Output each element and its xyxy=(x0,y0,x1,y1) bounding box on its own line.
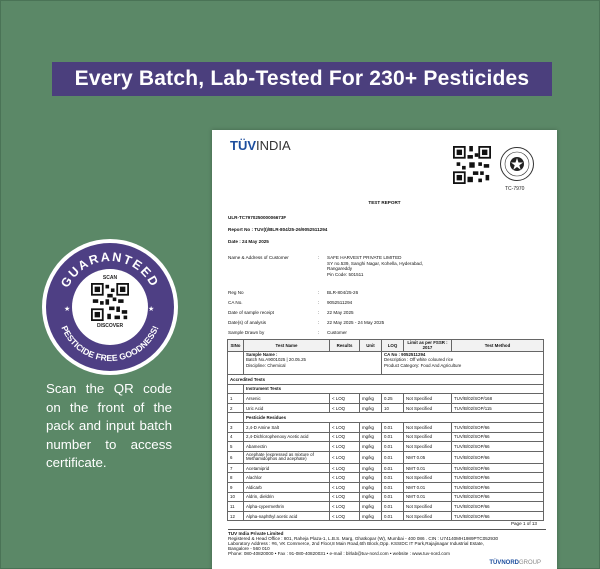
tuv-india-logo: TÜVINDIA xyxy=(230,138,291,153)
column-header: Limit as per FSSR : 2017 xyxy=(404,340,452,352)
field-value: BLR-804/25-26 xyxy=(327,290,359,295)
results-table xyxy=(227,339,544,521)
column-header: SINo xyxy=(228,340,244,352)
table-row: 11 Alpha-cypermethrin < LOQ mg/kg 0.01 Not Specified TUV/B/02/SOP/66 xyxy=(228,502,544,512)
footer-registered: Registered & Head Office : 801, Raheja Plaza-1, L.B.S. Marg, Ghatkopar (W), Mumbai - 400 086 . CIN : U74140MH1989PTC052930 xyxy=(228,536,499,542)
table-header-row xyxy=(228,340,544,352)
tuv-nord-logo: TÜVNORDGROUP xyxy=(489,560,541,566)
table-row: 3 2,4-D Amine Salt < LOQ mg/kg 0.01 Not Specified TUV/B/02/SOP/66 xyxy=(228,422,544,432)
field-label: Reg No xyxy=(228,290,244,295)
table-row: 8 Alachlor < LOQ mg/kg 0.01 Not Specified TUV/B/02/SOP/66 xyxy=(228,473,544,483)
table-row: 5 Abamectin < LOQ mg/kg 0.01 Not Specified TUV/B/02/SOP/66 xyxy=(228,442,544,452)
badge-top-text: GUARANTEED xyxy=(58,249,162,290)
badge-discover-label: DISCOVER xyxy=(96,323,124,329)
category-line: Product Category: Food And Agriculture xyxy=(384,362,462,368)
badge-qr-code-icon xyxy=(91,283,129,321)
column-header: Test Name xyxy=(244,340,330,352)
column-header: Results xyxy=(330,340,360,352)
table-row: 1 Arsenic < LOQ mg/kg 0.25 Not Specified TUV/B/02/SOP/168 xyxy=(228,394,544,404)
field-value: 22 May 2025 - 24 May 2025 xyxy=(327,320,385,325)
accredited-heading: Accredited Tests xyxy=(228,375,544,385)
page-count: Page 1 of 13 xyxy=(510,521,537,526)
description-line: Description : Off white coloured rice xyxy=(384,357,454,363)
certificate-footer xyxy=(228,531,546,556)
ulr-number: ULR-TC797025000006673F xyxy=(228,215,287,220)
field-label: Date of sample receipt xyxy=(228,310,274,315)
customer-line: SY no.539, Sanghi Nagar, Kohella, Hyderabad, xyxy=(327,260,423,266)
ca-number-line: CA No : 9052511294 xyxy=(384,352,426,357)
svg-text:★: ★ xyxy=(148,305,155,313)
customer-line: Rangareddy xyxy=(327,266,353,271)
table-row: 9 Aldicarb < LOQ mg/kg 0.01 NMT 0.01 TUV/B/02/SOP/66 xyxy=(228,482,544,492)
discipline-line: Discipline: Chemical xyxy=(246,362,286,368)
sample-info-row xyxy=(228,352,544,375)
footer-lab-address: Laboratory Address : #6, VK Commerce, 2nd Floor,8 Main Road,6th Block,Opp. KSSIDC IT Park,Rajajinagar Industrial Estate, xyxy=(228,541,485,547)
instrument-heading: Instrument Tests xyxy=(244,384,544,394)
footer-divider xyxy=(228,529,546,530)
report-heading: TEST REPORT xyxy=(368,200,401,205)
table-row: 6 Acephate (expressed as mixture of Methamidophos and acephate) < LOQ mg/kg 0.01 NMT 0.05 TUV/B/02/SOP/66 xyxy=(228,451,544,463)
sample-name-label: Sample Name : xyxy=(246,352,278,357)
guarantee-badge xyxy=(42,239,178,375)
badge-scan-label: SCAN xyxy=(102,275,118,281)
headline-text: Every Batch, Lab-Tested For 230+ Pesticides xyxy=(74,67,530,90)
table-row: 12 Alpha-naphthyl acetic acid < LOQ mg/kg 0.01 Not Specified TUV/B/02/SOP/66 xyxy=(228,511,544,521)
field-value: Customer xyxy=(327,330,347,335)
table-row: 2 Uric Acid < LOQ mg/kg 10 Not Specified TUV/B/02/SOP/115 xyxy=(228,403,544,413)
accreditation-seal-icon xyxy=(499,146,535,182)
report-date: Date : 24 May 2025 xyxy=(228,239,269,244)
svg-text:★: ★ xyxy=(64,305,71,313)
certificate-qr-code-icon xyxy=(453,146,491,184)
table-row: 4 2,4-Dichlorophenoxy Acetic acid < LOQ mg/kg 0.01 Not Specified TUV/B/02/SOP/66 xyxy=(228,432,544,442)
table-row: 7 Acetamiprid < LOQ mg/kg 0.01 NMT 0.01 TUV/B/02/SOP/66 xyxy=(228,463,544,473)
column-header: Unit xyxy=(360,340,382,352)
field-label: CA No. xyxy=(228,300,243,305)
field-label: Date(s) of analysis xyxy=(228,320,267,325)
column-header: LOQ xyxy=(382,340,404,352)
footer-company: TUV India Private Limited xyxy=(228,531,284,536)
footer-city: Bangalore - 560 010 xyxy=(228,546,270,552)
footer-contact: Phone: 080-40820000 • Fax : 91-080-40820031 • e-mail : blrlab@tuv-nord.com • website : www.tuv-nord.com xyxy=(228,551,450,557)
pesticide-heading: Pesticide Residues xyxy=(244,413,544,423)
field-value: 9052511294 xyxy=(327,300,353,305)
field-label: Sample Drawn by xyxy=(228,330,265,335)
batch-line: Batch No.A9001025 | 20.05.25 xyxy=(246,357,306,363)
customer-line: SAFE HARVEST PRIVATE LIMITED xyxy=(327,255,402,260)
table-row: 10 Aldrin, dieldrin < LOQ mg/kg 0.01 NMT 0.01 TUV/B/02/SOP/66 xyxy=(228,492,544,502)
column-header: Test Method xyxy=(452,340,544,352)
headline-banner xyxy=(52,62,552,96)
test-report-certificate: TÜVINDIA TC-7970 TEST REPORT ULR-TC797025000006673F Report No : TUV(I)/BLR-804/25-26/9052511294 Date : 24 May 2025 Name & Address of Customer : SAFE HARVEST PRIVATE LIMITED SY no.539, Sanghi Nagar, Kohella, Hyderabad, Rangareddy Pin Code: 501511 Reg No : BLR-804/25-26 CA No. : 9052511294 Date of sample receipt : 22 May 2025 Date(s) of analysis : 22 May 2025 - 24 May 2025 Sample Drawn by : Customer SINo Test Name Results Unit LOQ Limit as per FSSR : 2017 Test Method Sample Name : Batch No.A9001025 | 20.05.25 Discipline: Chemical CA No : 9052511294 Description : Off white coloured rice Product Category: Food And Agriculture Accredited Tests Instrument Tests 1 Arsenic < LOQ mg/kg 0.25 Not Specified TUV/B/02/SOP/168 2 Uric Acid < LOQ mg/kg 10 Not Specified TUV/B/02/SOP/115 Pesticide Residues 3 2,4-D Amine Salt < LOQ mg/kg 0.01 Not Specified TUV/B/02/SOP/66 4 2,4-Dichlorophenoxy Acetic acid < LOQ mg/kg 0.01 Not Specified TUV/B/02/SOP/66 5 Abamectin < LOQ mg/kg 0.01 Not Specified TUV/B/02/SOP/66 6 Acephate (expressed as mixture of Methamidophos and acephate) < LOQ mg/kg 0.01 NMT 0.05 TUV/B/02/SOP/66 7 Acetamiprid < LOQ mg/kg 0.01 NMT 0.01 TUV/B/02/SOP/66 8 Alachlor < LOQ mg/kg 0.01 Not Specified TUV/B/02/SOP/66 9 Aldicarb < LOQ mg/kg 0.01 NMT 0.01 TUV/B/02/SOP/66 10 Aldrin, dieldrin < LOQ mg/kg 0.01 NMT 0.01 TUV/B/02/SOP/66 11 Alpha-cypermethrin < LOQ mg/kg 0.01 Not Specified TUV/B/02/SOP/66 12 Alpha-naphthyl acetic acid < LOQ mg/kg 0.01 Not Specified TUV/B/02/SOP/66 Page 1 of 13 TUV India Private Limited Registered & Head Office : 801, Raheja Plaza-1, L.B.S. Marg, Ghatkopar (W), Mumbai - 400 086 . CIN : U74140MH1989PTC052930 Laboratory Address : #6, VK Commerce, 2nd Floor,8 Main Road,6th Block,Opp. KSSIDC IT Park,Rajajinagar Industrial Estate, Bangalore - 560 010 Phone: 080-40820000 • Fax : 91-080-40820031 • e-mail : blrlab@tuv-nord.com • website : www.tuv-nord.com TÜVNORDGROUP xyxy=(212,130,557,569)
tc-number: TC-7970 xyxy=(505,186,525,192)
customer-label: Name & Address of Customer xyxy=(228,255,289,260)
field-value: 22 May 2025 xyxy=(327,310,354,315)
report-number: Report No : TUV(I)/BLR-804/25-26/9052511294 xyxy=(228,227,328,232)
customer-line: Pin Code: 501511 xyxy=(327,271,364,277)
badge-bottom-text: PESTICIDE FREE GOODNESS! xyxy=(59,324,161,364)
scan-instructions: Scan the QR code on the front of the pack and input batch number to access certificate. xyxy=(46,381,172,470)
